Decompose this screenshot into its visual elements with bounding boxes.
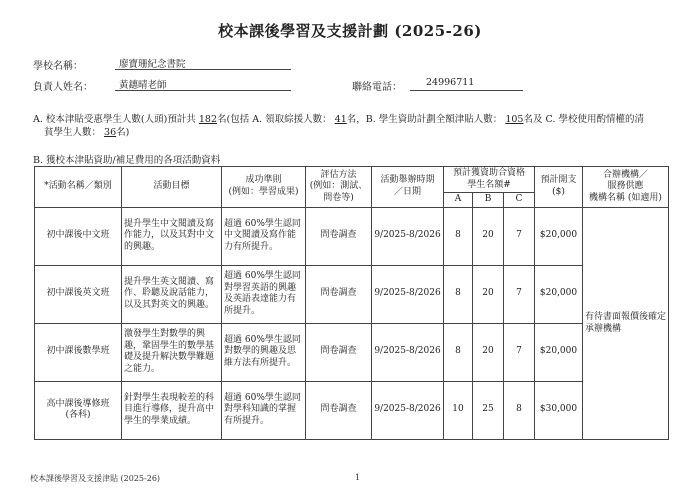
partner-cell: 有待書面報價後確定承辦機構 — [583, 207, 669, 439]
table-row — [35, 207, 669, 265]
activity-period: 9/2025-8/2026 — [372, 265, 444, 323]
activity-name: 初中課後中文班 — [35, 207, 122, 265]
activity-table — [34, 166, 669, 440]
activity-method: 問卷調查 — [306, 207, 372, 265]
activity-method: 問卷調查 — [306, 381, 372, 439]
header-partner: 合辦機構／ 服務供應 機構名稱 (如適用) — [583, 167, 669, 208]
footer-text: 校本課後學習及支援津貼 (2025-26) — [30, 474, 161, 483]
table-row — [35, 265, 669, 323]
page-title: 校本課後學習及支援計劃 (2025-26) — [218, 22, 482, 40]
section-a-text-4: 名及 C. 學校使用酌情權的清 — [523, 114, 644, 125]
activity-period: 9/2025-8/2026 — [372, 381, 444, 439]
full-grant-count: 105 — [505, 114, 524, 125]
activity-name: 初中課後英文班 — [35, 265, 122, 323]
activity-criteria: 超過 60%學生認同對學習英語的興趣及英語表達能力有所提升。 — [222, 265, 306, 323]
activity-cost: $30,000 — [535, 381, 583, 439]
header-method: 評估方法 (例如：測試、問卷等) — [306, 167, 372, 208]
activity-period: 9/2025-8/2026 — [372, 207, 444, 265]
activity-goal: 針對學生表現較差的科目進行導修，提升高中學生的學業成績。 — [122, 381, 222, 439]
header-expected: 預計獲資助合資格 學生名額# — [444, 167, 535, 193]
activity-goal: 提升學生英文閱讀、寫作、聆聽及說話能力，以及其對英文的興趣。 — [122, 265, 222, 323]
header-goal: 活動目標 — [122, 167, 222, 208]
section-a — [33, 113, 673, 139]
section-a-text-3: 名，B. 學生資助計劃全額津貼人數： — [346, 114, 503, 125]
section-a-text-5: 貧學生人數： — [44, 127, 102, 138]
phone-value: 24996711 — [426, 77, 475, 88]
activity-criteria: 超過 60%學生認同對學科知識的掌握有所提升。 — [222, 381, 306, 439]
activity-name: 初中課後數學班 — [35, 323, 122, 381]
activity-criteria: 超過 60%學生認同中文閱讀及寫作能力有所提升。 — [222, 207, 306, 265]
count-c: 7 — [504, 207, 535, 265]
school-value: 廖寶珊紀念書院 — [119, 59, 186, 70]
activity-goal: 提升學生中文閱讀及寫作能力，以及其對中文的興趣。 — [122, 207, 222, 265]
count-c: 7 — [504, 323, 535, 381]
count-a: 8 — [444, 323, 473, 381]
activity-method: 問卷調查 — [306, 265, 372, 323]
count-a: 10 — [444, 381, 473, 439]
total-students-count: 182 — [198, 114, 217, 125]
person-label: 負責人姓名： — [33, 82, 93, 93]
count-c: 8 — [504, 381, 535, 439]
header-b: B — [473, 193, 504, 208]
phone-field — [410, 77, 523, 91]
section-b-heading: B. 獲校本津貼資助/補足費用的各項活動資料 — [33, 155, 221, 166]
activity-name: 高中課後導修班 (各科) — [35, 381, 122, 439]
count-c: 7 — [504, 265, 535, 323]
person-value: 黃鏸晴老師 — [119, 80, 167, 91]
activity-cost: $20,000 — [535, 207, 583, 265]
section-a-text-6: 名) — [116, 127, 130, 138]
count-b: 20 — [473, 207, 504, 265]
header-a: A — [444, 193, 473, 208]
cssa-count: 41 — [334, 114, 347, 125]
activity-goal: 激發學生對數學的興趣，鞏固學生的數學基礎及提升解決數學難題之能力。 — [122, 323, 222, 381]
count-b: 20 — [473, 265, 504, 323]
school-label: 學校名稱： — [33, 61, 83, 72]
header-c: C — [504, 193, 535, 208]
activity-criteria: 超過 60%學生認同對數學的興趣及思維方法有所提升。 — [222, 323, 306, 381]
activity-method: 問卷調查 — [306, 323, 372, 381]
count-a: 8 — [444, 207, 473, 265]
count-b: 25 — [473, 381, 504, 439]
count-a: 8 — [444, 265, 473, 323]
header-name: *活動名稱／類別 — [35, 167, 122, 208]
person-field — [115, 77, 291, 91]
activity-cost: $20,000 — [535, 265, 583, 323]
activity-period: 9/2025-8/2026 — [372, 323, 444, 381]
header-cost: 預計開支 ($) — [535, 167, 583, 208]
header-criteria: 成功準則 (例如：學習成果) — [222, 167, 306, 208]
count-b: 20 — [473, 323, 504, 381]
section-a-text-1: A. 校本津貼受惠學生人數(人頭)預計共 — [33, 114, 196, 125]
discretionary-count: 36 — [104, 127, 117, 138]
header-period: 活動舉辦時期 ／日期 — [372, 167, 444, 208]
header-row — [35, 167, 669, 193]
table-row — [35, 323, 669, 381]
table-row — [35, 381, 669, 439]
page-number: 1 — [355, 473, 361, 482]
school-field — [115, 56, 291, 70]
phone-label: 聯絡電話： — [352, 82, 402, 93]
activity-cost: $20,000 — [535, 323, 583, 381]
section-a-text-2: 名(包括 A. 領取綜援人數： — [217, 114, 332, 125]
